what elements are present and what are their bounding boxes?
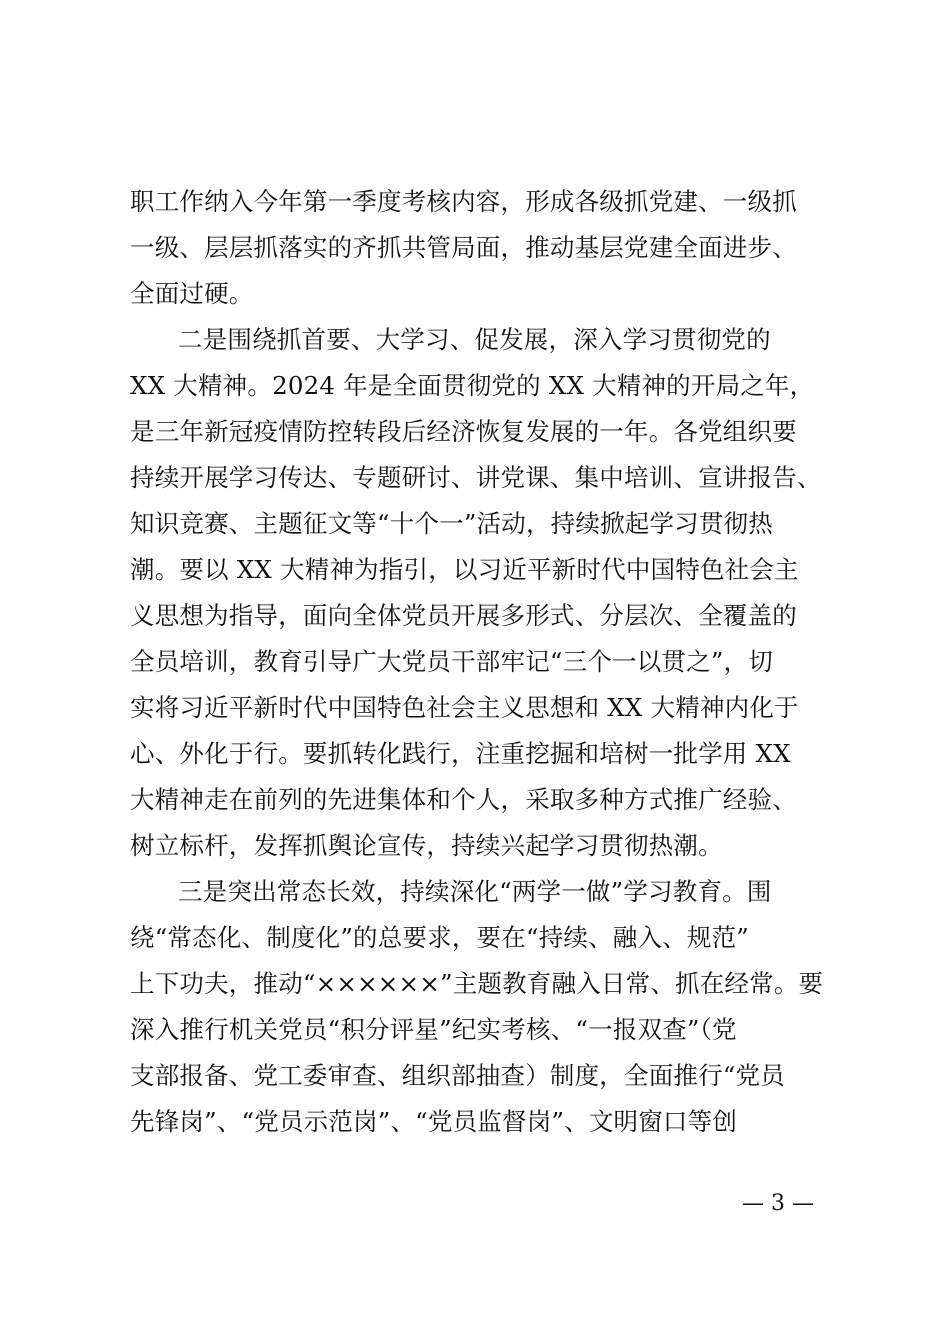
text-line: 实将习近平新时代中国特色社会主义思想和 XX 大精神内化于	[130, 693, 799, 722]
text-line: 大精神走在前列的先进集体和个人，采取多种方式推广经验、	[130, 785, 797, 814]
text-line: 深入推行机关党员“积分评星”纪实考核、“一报双查”（党	[130, 1015, 737, 1044]
text-line: 一级、层层抓落实的齐抓共管局面，推动基层党建全面进步、	[130, 233, 797, 262]
text-line: 义思想为指导，面向全体党员开展多形式、分层次、全覆盖的	[130, 601, 797, 630]
text-line: 知识竞赛、主题征文等“十个一”活动，持续掀起学习贯彻热	[130, 509, 773, 538]
page-number: — 3 —	[742, 1191, 814, 1216]
paragraph-start-line: 三是突出常态长效，持续深化“两学一做”学习教育。围	[178, 877, 772, 906]
text-line: 心、外化于行。要抓转化践行，注重挖掘和培树一批学用 XX	[130, 739, 791, 768]
text-line: 持续开展学习传达、专题研讨、讲党课、集中培训、宣讲报告、	[130, 463, 822, 492]
text-line: 绕“常态化、制度化”的总要求，要在“持续、融入、规范”	[130, 923, 749, 952]
text-line: 上下功夫，推动“××××××”主题教育融入日常、抓在经常。要	[130, 969, 824, 998]
text-line: 支部报备、党工委审查、组织部抽查）制度，全面推行“党员	[130, 1061, 785, 1090]
text-line: 全员培训，教育引导广大党员干部牢记“三个一以贯之”，切	[130, 647, 773, 676]
text-line: 树立标杆，发挥抓舆论宣传，持续兴起学习贯彻热潮。	[130, 831, 723, 860]
paragraph-start-line: 二是围绕抓首要、大学习、促发展，深入学习贯彻党的	[178, 325, 771, 354]
text-line: 潮。要以 XX 大精神为指引，以习近平新时代中国特色社会主	[130, 555, 799, 584]
text-line: 先锋岗”、“党员示范岗”、“党员监督岗”、文明窗口等创	[130, 1107, 738, 1136]
text-line: XX 大精神。2024 年是全面贯彻党的 XX 大精神的开局之年，	[130, 371, 815, 400]
text-line: 是三年新冠疫情防控转段后经济恢复发展的一年。各党组织要	[130, 417, 797, 446]
text-line: 全面过硬。	[130, 279, 254, 308]
text-line: 职工作纳入今年第一季度考核内容，形成各级抓党建、一级抓	[130, 187, 797, 216]
